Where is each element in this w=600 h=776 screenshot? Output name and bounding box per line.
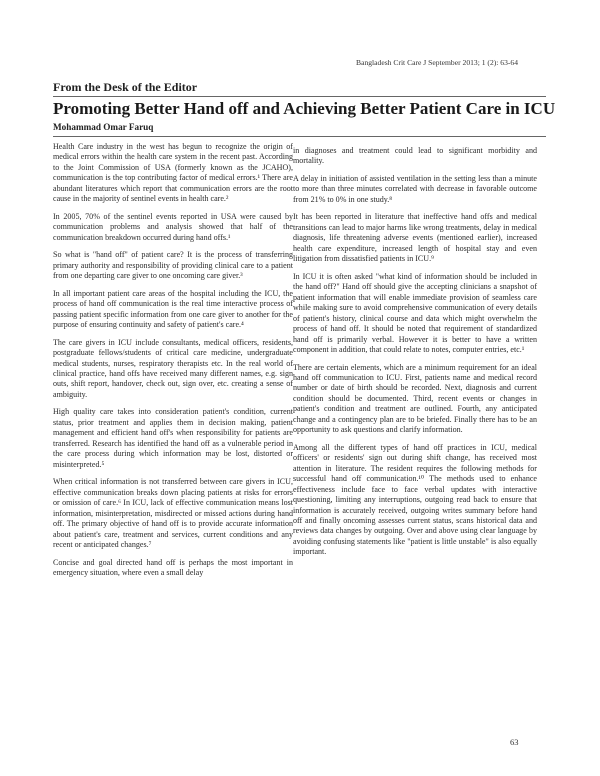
paragraph: Concise and goal directed hand off is perhaps the most important in emergency situation, where even a small delay <box>53 557 293 577</box>
paragraph: There are certain elements, which are a minimum requirement for an ideal hand off communication to ICU. First, patients name and medical record number or date of birth should be recorded. Next, diagnosis and current condition should be documented. Third, recent events or changes in patient's condition and treatment are outlined. Fourth, any anticipated change and a contingency plan are to be briefed. Finally there has to be an opportunity to ask questions and clarify information. <box>293 362 537 435</box>
right-column <box>293 146 537 565</box>
paragraph: Among all the different types of hand off practices in ICU, medical officers' or residents' sign out during shift change, has received most attention in literature. The resident requires the following methods for successful hand off communication.¹⁰ The methods used to enhance effectiveness include face to face verbal updates with interactive questioning, limiting any interruptions, outgoing read back to ensure that information is accurately received, outgoing writes summary before hand off and finally oncoming assesses current status, scans historical data and reviews data changes by outgoing. Over and above using clear language by avoiding confusing statements like "patient is little unstable" is also equally important. <box>293 442 537 557</box>
author-name: Mohammad Omar Faruq <box>53 122 154 132</box>
paragraph: In 2005, 70% of the sentinel events reported in USA were caused by communication problems and analysis showed that half of the communication breakdown occurred during hand offs.¹ <box>53 211 293 242</box>
paragraph: High quality care takes into consideration patient's condition, current status, prior treatment and applies them in decision making, patient management and efficient hand off's when responsibility for patients are transferred. Research has identified the hand off as a vulnerable period in the care process during which information may be lost, distorted or misinterpreted.⁵ <box>53 407 293 469</box>
paragraph: A delay in initiation of assisted ventilation in the setting less than a minute to more than three minutes correlated with decrease in favorable outcome from 21% to 0% in one study.⁸ <box>293 174 537 204</box>
title-rule-top <box>53 96 546 97</box>
title-rule-bottom <box>53 136 546 137</box>
paragraph: In ICU it is often asked "what kind of information should be included in the hand off?" Hand off should give the accepting clinicians a snapshot of patient information that will enable immediate provision of seamless care while making sure to avoid comprehensive communication of every details of patient's history, clinical course and data which might overwhelm the process of hand off. It should be noted that requirement of standardized hand off is primarily verbal. However it is better to have a written component in addition, that could relate to notes, computer entries, etc.¹ <box>293 271 537 354</box>
paragraph: in diagnoses and treatment could lead to significant morbidity and mortality. <box>293 146 537 166</box>
paragraph: When critical information is not transferred between care givers in ICU, effective communication breaks down placing patients at risks for errors or omission of care.⁶ In ICU, lack of effective communication means lost information, misinterpretation, misdirected or missed actions during hand off. The primary objective of hand off is to provide accurate information about patient's care, treatment and services, current conditions and any recent or anticipated changes.⁷ <box>53 477 293 549</box>
paragraph: The care givers in ICU include consultants, medical officers, residents, postgraduate fellows/students of critical care medicine, undergraduate medical students, nurses, respiratory therapists etc. In the real world of clinical practice, hand offs have received many different names, e.g. sign outs, shift report, handover, check out, sign over, etc. creating a sense of ambiguity. <box>53 337 293 399</box>
paragraph: It has been reported in literature that ineffective hand offs and medical transitions can lead to major harms like wrong treatments, delay in medical diagnosis, life threatening adverse events (mentioned earlier), increased health care expenditure, increased length of hospital stay and even litigation from dissatisfied patients in ICU.⁹ <box>293 212 537 264</box>
paragraph: So what is "hand off" of patient care? It is the process of transferring primary authority and responsibility of providing clinical care to a patient from one departing care giver to one oncoming care giver.³ <box>53 250 293 281</box>
paragraph: Health Care industry in the west has begun to recognize the origin of medical errors within the health care system in the recent past. According to the Joint Commission of USA (formerly known as the JCAHO), communication is the top contributing factor of medical errors.¹ There are abundant literatures which report that communication errors are the root cause in the majority of sentinel events in health care.² <box>53 142 293 204</box>
section-label: From the Desk of the Editor <box>53 80 198 94</box>
journal-reference: Bangladesh Crit Care J September 2013; 1 (2): 63-64 <box>356 58 518 67</box>
paragraph: In all important patient care areas of the hospital including the ICU, the process of hand off communication is the real time interactive process of passing patient specific information from one care giver to another for the purpose of ensuring continuity and safety of patient's care.⁴ <box>53 288 293 330</box>
article-title: Promoting Better Hand off and Achieving Better Patient Care in ICU <box>53 99 556 118</box>
left-column <box>53 142 293 586</box>
page-number: 63 <box>510 737 519 747</box>
